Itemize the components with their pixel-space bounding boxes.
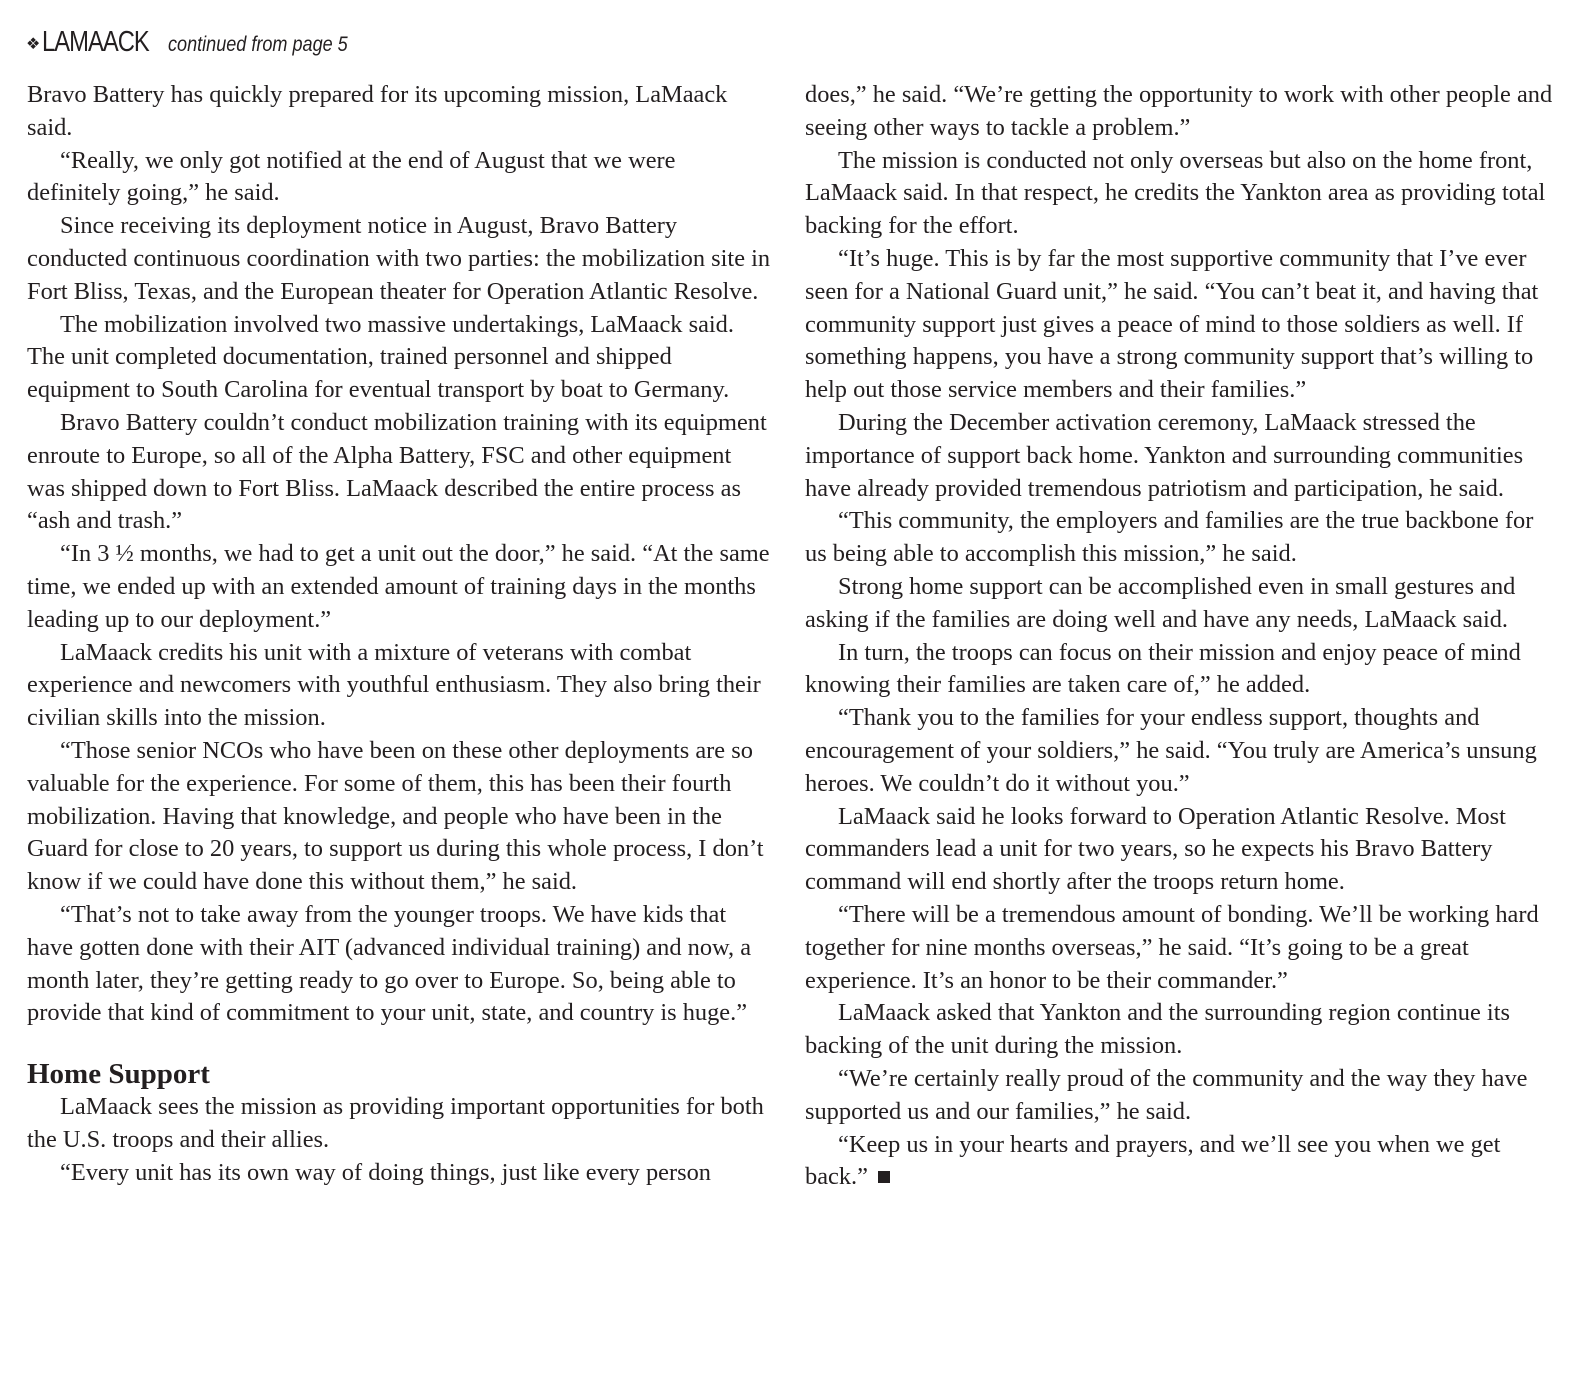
paragraph: The mobilization involved two massive undertakings, LaMaack said. The unit completed documentation, trained personnel and shipped equipment to South Carolina for eventual transport by boat to Germany. (27, 310, 734, 404)
right-column (805, 79, 1555, 1194)
left-column (27, 79, 775, 1190)
paragraph: “It’s huge. This is by far the most supportive community that I’ve ever seen for a National Guard unit,” he said. “You can’t beat it, and having that community support just gives a peace of mind to those soldiers as well. If something happens, you have a strong community support that’s willing to help out those service members and their families.” (805, 244, 1539, 404)
paragraph: does,” he said. “We’re getting the opportunity to work with other people and seeing other ways to tackle a problem.” (805, 81, 1553, 141)
paragraph: Bravo Battery couldn’t conduct mobilization training with its equipment enroute to Europe, so all of the Alpha Battery, FSC and other equipment was shipped down to Fort Bliss. LaMaack described the entire process as “ash and trash.” (27, 408, 767, 535)
paragraph: During the December activation ceremony, LaMaack stressed the importance of support back home. Yankton and surrounding communities have already provided tremendous patriotism and participation, he said. (805, 408, 1524, 502)
paragraph: “That’s not to take away from the younger troops. We have kids that have gotten done with their AIT (advanced individual training) and now, a month later, they’re getting ready to go over to Europe. So, being able to provide that kind of commitment to your unit, state, and country is huge.” (27, 900, 752, 1027)
paragraph: LaMaack sees the mission as providing important opportunities for both the U.S. troops and their allies. (27, 1093, 764, 1153)
continued-from-label: continued from page 5 (168, 33, 349, 56)
article-jump-header (26, 26, 377, 62)
paragraph: LaMaack said he looks forward to Operation Atlantic Resolve. Most commanders lead a unit for two years, so he expects his Bravo Battery command will end shortly after the troops return home. (805, 802, 1506, 896)
end-of-story-icon (878, 1171, 890, 1183)
paragraph: “We’re certainly really proud of the community and the way they have supported us and our families,” he said. (805, 1064, 1528, 1125)
final-paragraph (805, 1129, 1555, 1195)
paragraph: LaMaack asked that Yankton and the surrounding region continue its backing of the unit during the mission. (805, 999, 1510, 1060)
paragraph: “Every unit has its own way of doing things, just like every person (60, 1158, 711, 1186)
final-paragraph-text: “Keep us in your hearts and prayers, and we’ll see you when we get back.” (805, 1130, 1501, 1191)
paragraph: “Those senior NCOs who have been on these other deployments are so valuable for the experience. For some of them, this has been their fourth mobilization. Having that knowledge, and people who have been in the Guard for close to 20 years, to support us during this whole process, I don’t know if we could have done this without them,” he said. (27, 736, 764, 896)
paragraph: The mission is conducted not only overseas but also on the home front, LaMaack said. In that respect, he credits the Yankton area as providing total backing for the effort. (805, 146, 1546, 240)
paragraph: Bravo Battery has quickly prepared for its upcoming mission, LaMaack said. (27, 81, 728, 141)
paragraph: “Really, we only got notified at the end of August that we were definitely going,” he said. (27, 146, 676, 207)
paragraph: LaMaack credits his unit with a mixture of veterans with combat experience and newcomers with youthful enthusiasm. They also bring their civilian skills into the mission. (27, 638, 761, 732)
ornament-icon: ❖ (26, 34, 41, 53)
section-subhead: Home Support (27, 1058, 210, 1091)
paragraph: Since receiving its deployment notice in August, Bravo Battery conducted continuous coordination with two parties: the mobilization site in Fort Bliss, Texas, and the European theater for Operation Atlantic Resolve. (27, 212, 771, 305)
paragraph: “This community, the employers and families are the true backbone for us being able to accomplish this mission,” he said. (805, 507, 1534, 568)
paragraph: Strong home support can be accomplished even in small gestures and asking if the families are doing well and have any needs, LaMaack said. (805, 572, 1516, 633)
paragraph: In turn, the troops can focus on their mission and enjoy peace of mind knowing their families are taken care of,” he added. (805, 638, 1521, 699)
paragraph: “Thank you to the families for your endless support, thoughts and encouragement of your soldiers,” he said. “You truly are America’s unsung heroes. We couldn’t do it without you.” (805, 704, 1537, 797)
article-slug: LAMAACK (42, 26, 150, 58)
paragraph: “There will be a tremendous amount of bonding. We’ll be working hard together for nine months overseas,” he said. “It’s going to be a great experience. It’s an honor to be their commander.” (805, 900, 1539, 994)
paragraph: “In 3 ½ months, we had to get a unit out the door,” he said. “At the same time, we ended up with an extended amount of training days in the months leading up to our deployment.” (27, 540, 770, 633)
